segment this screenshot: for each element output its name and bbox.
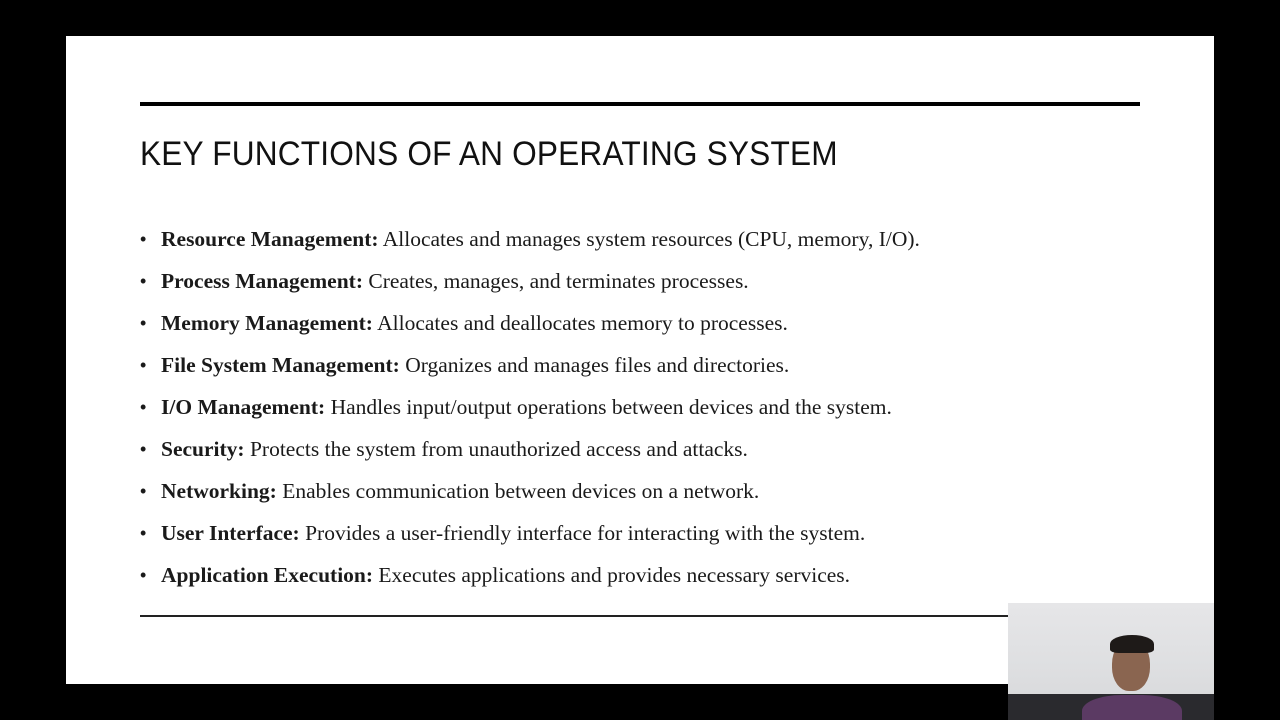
bullet-description: Creates, manages, and terminates processes. [363, 269, 749, 293]
bullet-term: User Interface: [161, 521, 300, 545]
presenter-webcam-overlay [1008, 603, 1214, 720]
bullet-item [140, 308, 920, 350]
bullet-description: Executes applications and provides necessary services. [373, 563, 851, 587]
bullet-description: Enables communication between devices on a network. [276, 479, 760, 503]
bullet-description: Organizes and manages files and directories. [399, 353, 790, 377]
bullet-icon: • [140, 229, 147, 249]
bullet-item [140, 224, 920, 266]
bottom-divider-rule [140, 615, 1140, 617]
bullet-item [140, 392, 920, 434]
presenter-hair [1110, 635, 1154, 653]
bullet-description: Allocates and deallocates memory to processes. [372, 311, 788, 335]
bullet-term: I/O Management: [161, 395, 326, 419]
bullet-term: Resource Management: [161, 227, 379, 251]
bullet-item [140, 434, 920, 476]
top-divider-rule [140, 102, 1140, 106]
slide-title: KEY FUNCTIONS OF AN OPERATING SYSTEM [140, 135, 838, 173]
bullet-icon: • [140, 565, 147, 585]
bullet-icon: • [140, 271, 147, 291]
bullet-description: Allocates and manages system resources (CPU, memory, I/O). [378, 227, 920, 251]
bullet-term: Memory Management: [161, 311, 373, 335]
bullet-icon: • [140, 481, 147, 501]
bullet-description: Protects the system from unauthorized access and attacks. [244, 437, 748, 461]
bullet-item [140, 560, 920, 602]
bullet-list [140, 224, 920, 602]
bullet-term: Process Management: [161, 269, 364, 293]
bullet-item [140, 350, 920, 392]
bullet-item [140, 518, 920, 560]
bullet-icon: • [140, 439, 147, 459]
bullet-term: Networking: [161, 479, 277, 503]
bullet-description: Handles input/output operations between devices and the system. [325, 395, 892, 419]
bullet-term: File System Management: [161, 353, 400, 377]
bullet-term: Security: [161, 437, 245, 461]
bullet-item [140, 476, 920, 518]
bullet-term: Application Execution: [161, 563, 374, 587]
bullet-item [140, 266, 920, 308]
bullet-icon: • [140, 523, 147, 543]
bullet-icon: • [140, 397, 147, 417]
presentation-slide [66, 36, 1214, 684]
presenter-torso [1082, 695, 1182, 720]
bullet-icon: • [140, 355, 147, 375]
bullet-description: Provides a user-friendly interface for interacting with the system. [299, 521, 866, 545]
bullet-icon: • [140, 313, 147, 333]
